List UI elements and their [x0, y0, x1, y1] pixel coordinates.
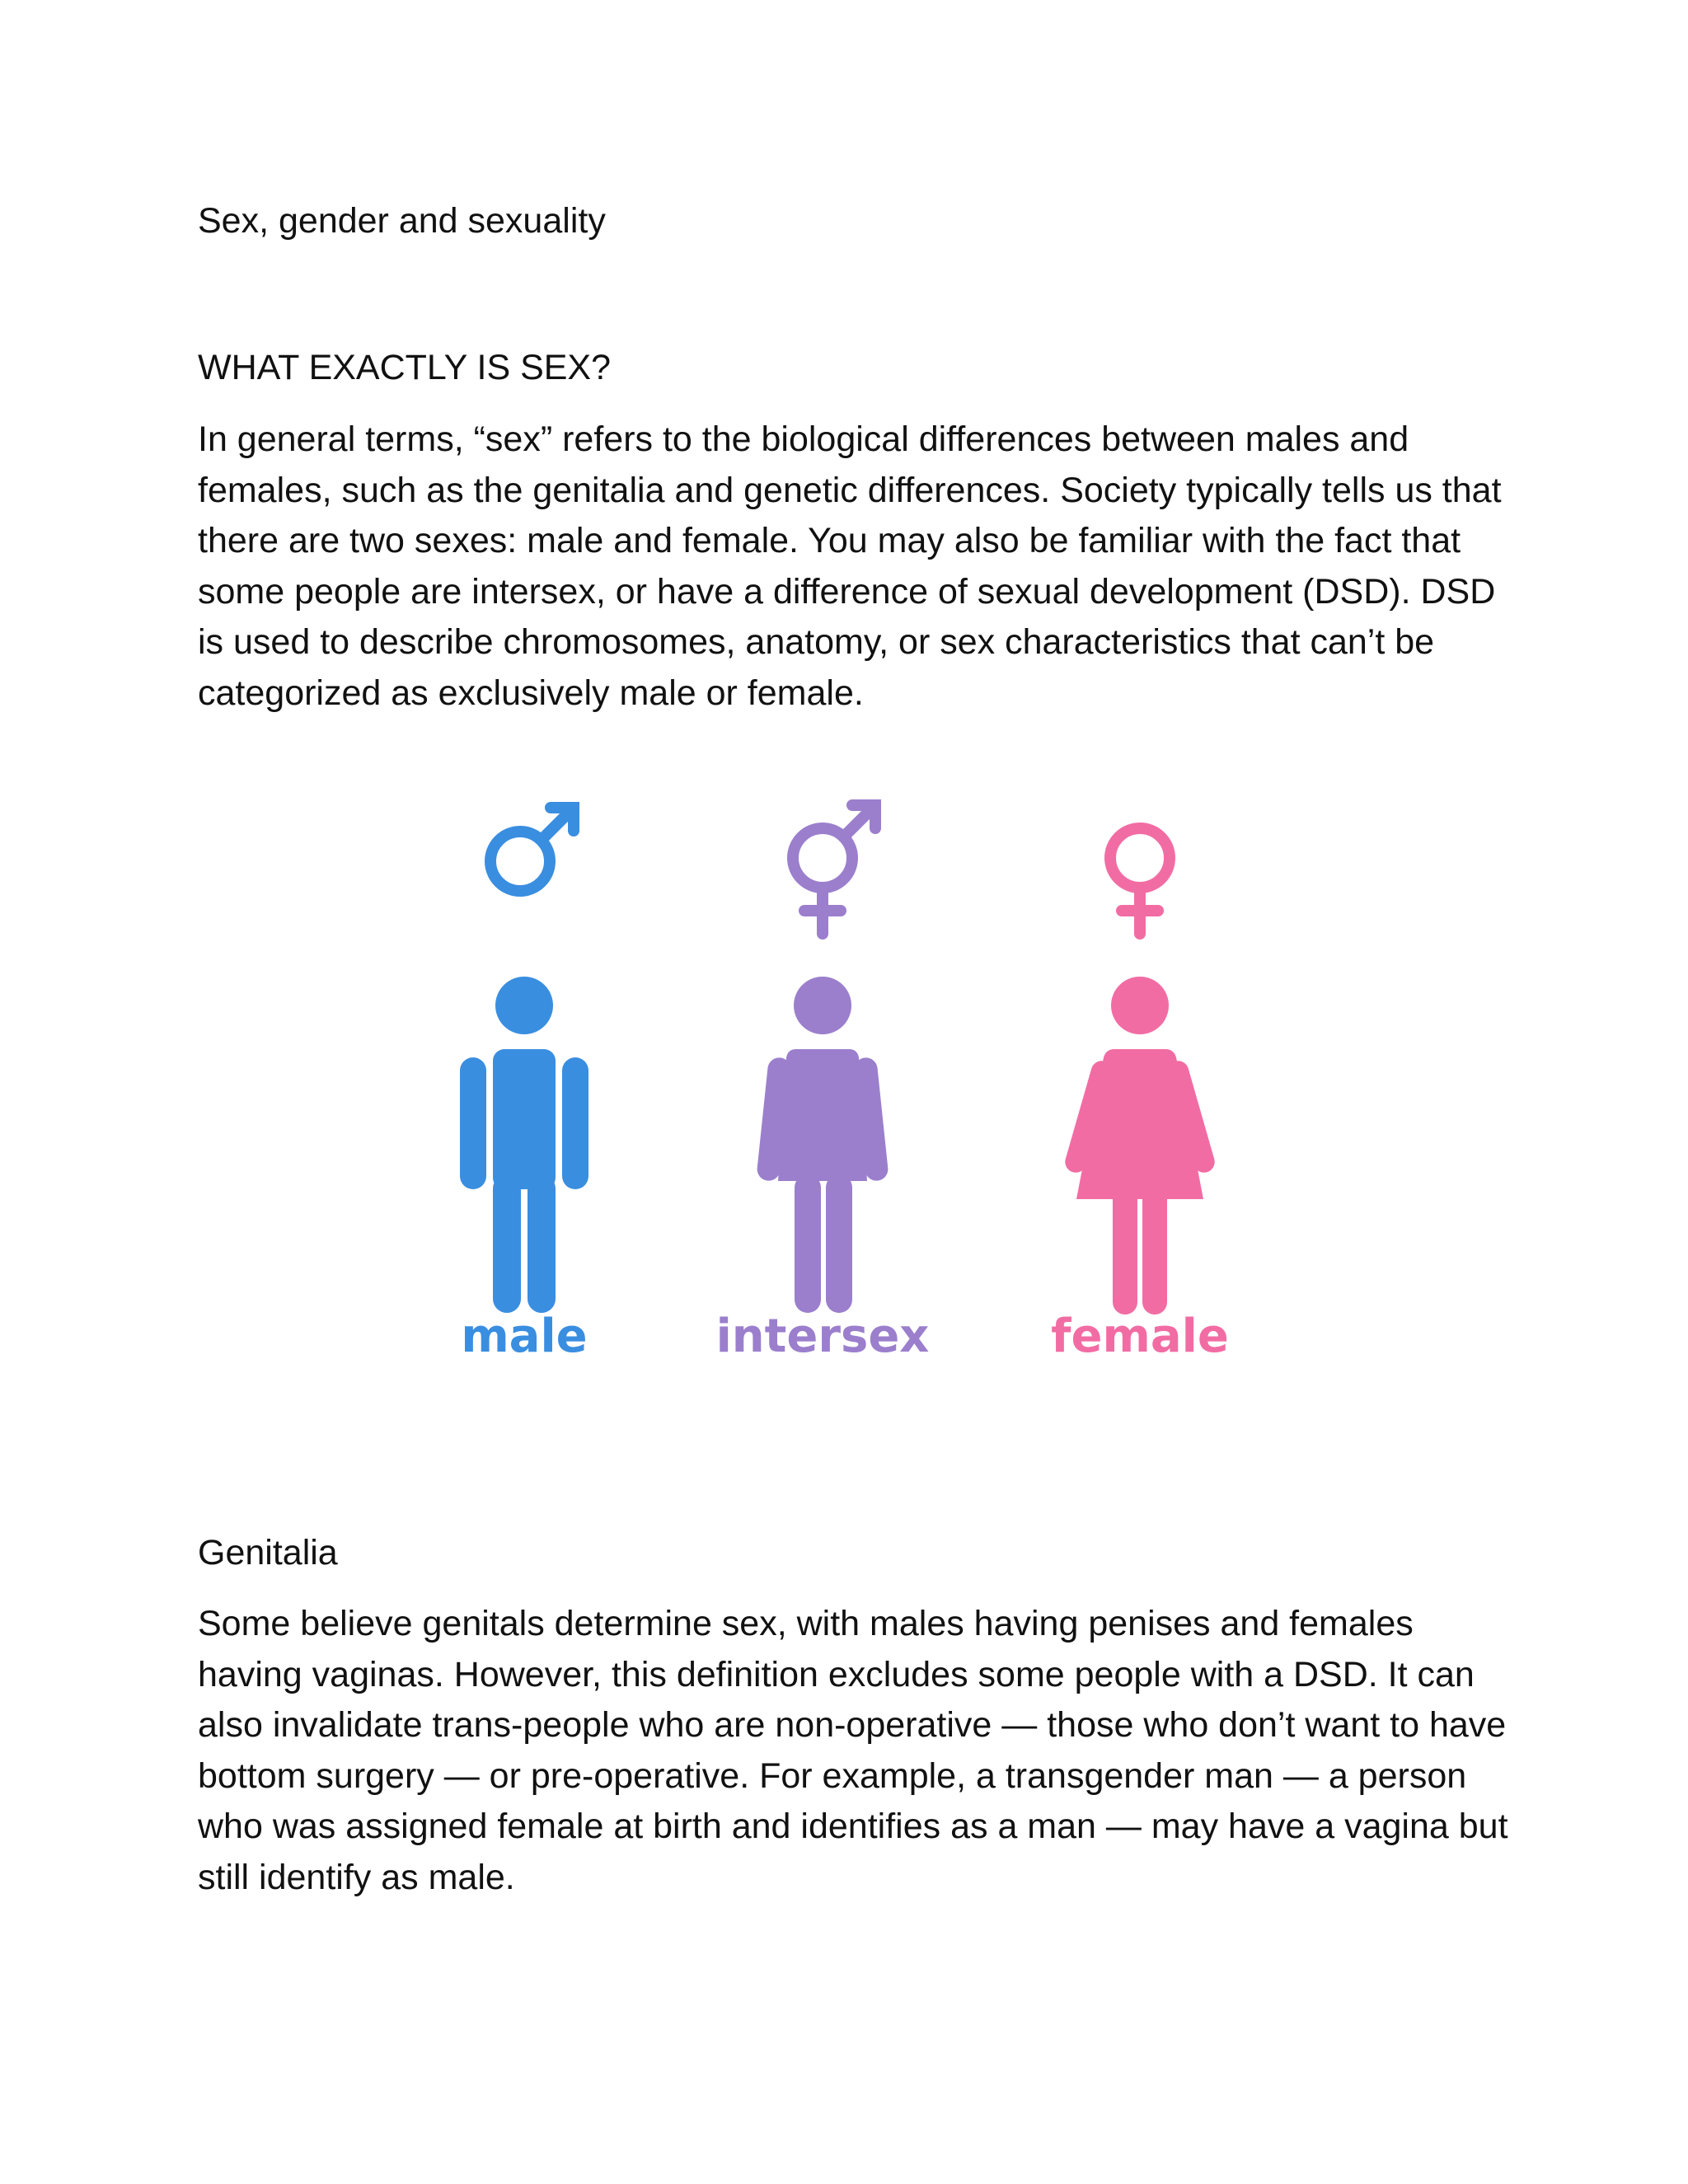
male-symbol-icon — [490, 808, 574, 891]
label-male: male — [461, 1310, 588, 1363]
paragraph-sex-definition: In general terms, “sex” refers to the biological differences between males and females, such as the genitalia and genetic differences. Society typically tells us that there are two sexes: male and female. You may also be familiar with the fact that some people are intersex, or have a difference of sexual development (DSD). DSD is used to describe chromosomes, anatomy, or sex characteristics that can’t be categorized as exclusively male or female. — [198, 419, 1502, 713]
intersex-figure-icon — [756, 977, 889, 1313]
female-symbol-icon — [1110, 828, 1170, 934]
sex-symbols-figure — [445, 787, 1253, 1413]
male-figure-icon — [460, 977, 588, 1313]
intersex-symbol-icon — [793, 805, 875, 934]
section-heading-sex: WHAT EXACTLY IS SEX? — [198, 348, 612, 387]
label-female: female — [1051, 1310, 1229, 1363]
label-intersex: intersex — [715, 1310, 930, 1363]
paragraph-genitalia: Some believe genitals determine sex, with males having penises and females having vaginas. However, this definition excludes some people with a DSD. It can also invalidate trans-people who are non-operative — those who don’t want to have bottom surgery — or pre-operative. For example, a transgender man — a person who was assigned female at birth and identifies as a man — may have a vagina but still identify as male. — [198, 1604, 1508, 1897]
section-heading-genitalia: Genitalia — [198, 1533, 338, 1572]
document-title: Sex, gender and sexuality — [198, 201, 606, 241]
female-figure-icon — [1062, 977, 1217, 1315]
